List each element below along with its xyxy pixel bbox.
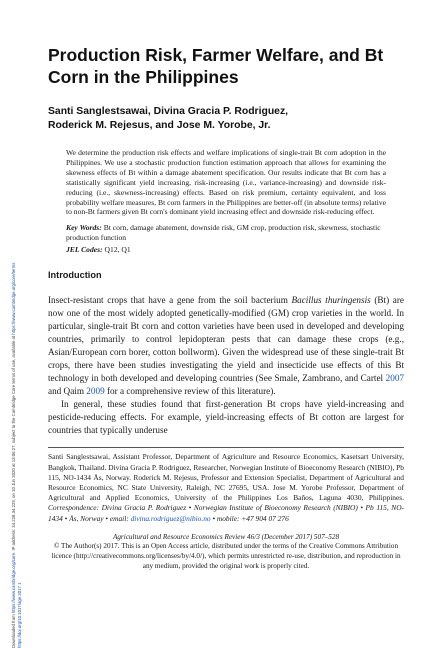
jel-codes <box>66 245 386 255</box>
intro-paragraph-1 <box>48 294 404 398</box>
download-prefix: Downloaded from <box>11 613 16 648</box>
download-sidebar <box>0 0 22 648</box>
paper-page <box>48 44 404 571</box>
intro-p1-text-d: for a comprehensive review of this literature). <box>104 386 276 397</box>
phone-text: • mobile: +47 904 07 276 <box>210 513 289 523</box>
abstract: We determine the production risk effects and welfare implications of single-trait Bt corn adoption in the Philippines. We use a stochastic production function estimation approach that allows for examining the skewness effects of Bt within a damage abatement specification. Our results indicate that Bt corn has a statistically significant yield increasing, risk-increasing (i.e., variance-increasing) and downside risk-reducing (i.e., skewness-increasing) effects. Based on risk premium, certainty equivalent, and loss probability welfare measures, Bt corn farmers in the Philippines are better-off (in absolute terms) relative to non-Bt farmers given Bt corn's dominant yield increasing effect and downside risk-reducing effect. <box>66 148 386 217</box>
intro-p1-text-c: and Qaim <box>48 386 87 397</box>
species-name: Bacillus thuringensis <box>291 295 371 306</box>
keywords-label: Key Words: <box>66 223 102 233</box>
jel-label: JEL Codes: <box>66 245 103 255</box>
doi-link[interactable]: https://doi.org/10.1017/age.2017.1 <box>17 582 22 648</box>
intro-p1-text-a: Insect-resistant crops that have a gene from the soil bacterium <box>48 295 292 306</box>
license-notice: © The Author(s) 2017. This is an Open Access article, distributed under the terms of the Creative Commons Attribution licence (http://creativecommons.org/licenses/by/4.0/), which permits unrestricted re-use, distribution, and reproduction in any medium, provided the original work is properly cited. <box>51 542 401 570</box>
keywords <box>66 223 386 243</box>
authors-line-1: Santi Sanglestsawai, Divina Gracia P. Rodriguez, <box>48 106 289 117</box>
journal-reference <box>48 533 404 543</box>
ip-notice: . IP address: 34.228.34.229, on 10 Jun 2020 at 13:06:27, subject to the Cambridge Core terms of use, available at <box>11 334 16 553</box>
author-affiliations <box>48 452 404 523</box>
footnote-divider <box>48 447 404 448</box>
paper-title: Production Risk, Farmer Welfare, and Bt Corn in the Philippines <box>48 45 384 87</box>
intro-paragraph-2: In general, these studies found that first-generation Bt crops have yield-increasing and pesticide-reducing effects. For example, yield-increasing effects of Bt cotton are largest for countries that typically underuse <box>48 399 404 436</box>
introduction-body <box>48 294 404 437</box>
download-link[interactable]: https://www.cambridge.org/core <box>11 552 16 614</box>
intro-p1-text-b: (Bt) are now one of the most widely adopted genetically-modified (GM) crop varieties in the world. In particular, single-trait Bt corn and cotton varieties have been used in developed and developing countries, primarily to control lepidopteran pests that can damage these crops (e.g., Asian/European corn borer, cotton bollworm). Given the widespread use of these single-trait Bt crops, there have been studies investigating the yield and insecticide use effects of this Bt technology in both developed and developing countries (See Smale, Zambrano, and Cartel <box>48 295 404 384</box>
keywords-text: Bt corn, damage abatement, downside risk, GM crop, production risk, skewness, stochastic production function <box>66 223 381 243</box>
affiliations-text: Santi Sanglestsawai, Assistant Professor, Department of Agriculture and Resource Economics, Kasetsart University, Bangkok, Thailand. Divina Gracia P. Rodriguez, Researcher, Norwegian Institute of Bioeconomy Research (NIBIO), Pb 115, NO-1434 Ås, Norway. Roderick M. Rejesus, Professor and Extension Specialist, Department of Agricultural and Resource Economics, NC State University, Raleigh, NC 27695, USA. Jose M. Yorobe Professor, Department of Agricultural and Applied Economics, University of the Philippines Los Baños, Laguna 4030, Philippines. <box>48 452 404 503</box>
citation-link-qaim[interactable]: 2009 <box>86 386 105 397</box>
download-notice <box>11 0 23 648</box>
terms-link[interactable]: https://www.cambridge.org/core/terms <box>11 262 16 335</box>
author-list <box>48 105 404 133</box>
introduction-heading: Introduction <box>48 270 102 281</box>
jel-text: Q12, Q1 <box>104 245 131 255</box>
authors-line-2: Roderick M. Rejesus, and Jose M. Yorobe, Jr. <box>48 120 271 131</box>
journal-citation: Agricultural and Resource Economics Review 46/3 (December 2017) 507–528 <box>112 532 340 541</box>
email-link[interactable]: divina.rodriguez@nibio.no <box>130 513 211 523</box>
citation-link-smale[interactable]: 2007 <box>385 373 404 384</box>
correspondence-text: Correspondence: Divina Gracia P. Rodriguez • Norwegian Institute of Bioeconomy Research (NIBIO) • Pb 115, NO-1434 • Ås, Norway • email: <box>48 503 404 523</box>
